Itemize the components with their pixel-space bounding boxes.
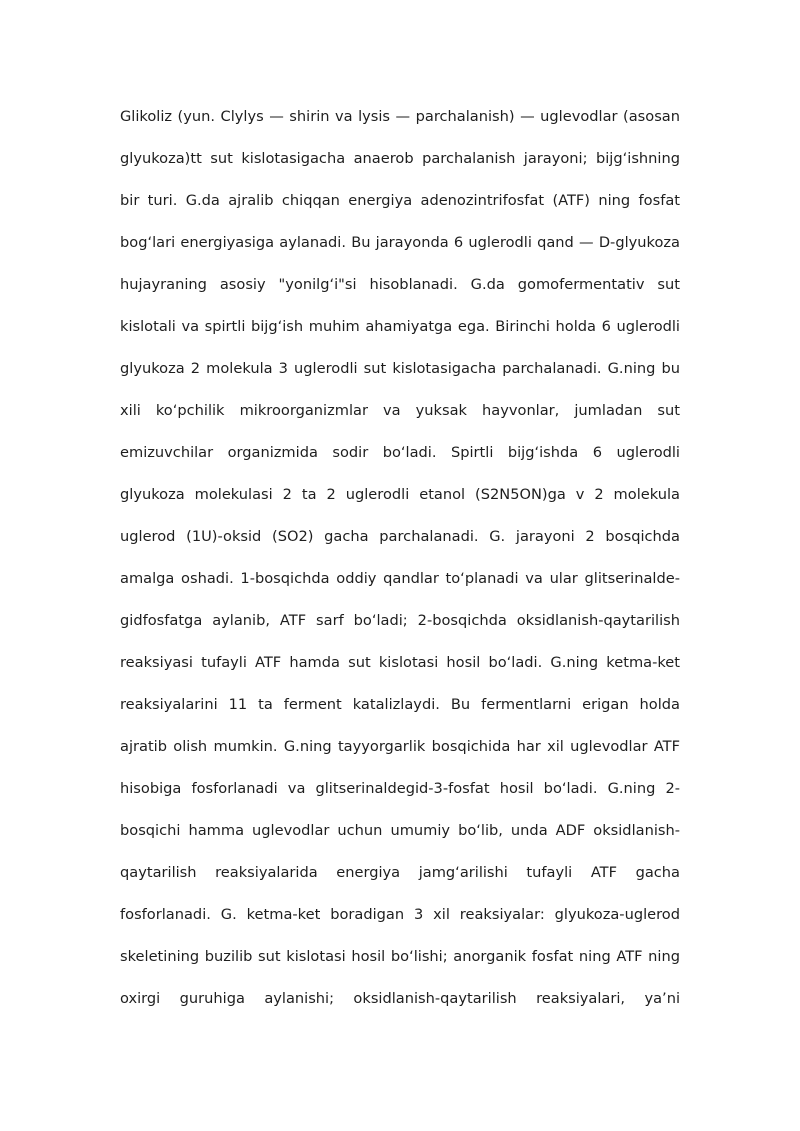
text-line: hisobiga fosforlanadi va glitserinaldegid-3-fosfat hosil bo‘ladi. G.ning 2- — [120, 780, 680, 797]
text-line: emizuvchilar organizmida sodir bo‘ladi. Spirtli bijg‘ishda 6 uglerodli — [120, 444, 680, 461]
text-line: ajratib olish mumkin. G.ning tayyorgarlik bosqichida har xil uglevodlar ATF — [120, 738, 680, 755]
text-line: bosqichi hamma uglevodlar uchun umumiy bo‘lib, unda ADF oksidlanish- — [120, 822, 680, 839]
text-line: bog‘lari energiyasiga aylanadi. Bu jarayonda 6 uglerodli qand — D-glyukoza — [120, 234, 680, 251]
text-line: xili ko‘pchilik mikroorganizmlar va yuksak hayvonlar, jumladan sut — [120, 402, 680, 419]
text-line: hujayraning asosiy "yonilg‘i"si hisoblanadi. G.da gomofermentativ sut — [120, 276, 680, 293]
text-line: bir turi. G.da ajralib chiqqan energiya adenozintrifosfat (ATF) ning fosfat — [120, 192, 680, 209]
text-line: glyukoza 2 molekula 3 uglerodli sut kislotasigacha parchalanadi. G.ning bu — [120, 360, 680, 377]
body-paragraph — [120, 96, 680, 1020]
text-line: Glikoliz (yun. Clylys — shirin va lysis — parchalanish) — uglevodlar (asosan — [120, 108, 680, 125]
text-line: uglerod (1U)-oksid (SO2) gacha parchalanadi. G. jarayoni 2 bosqichda — [120, 528, 680, 545]
text-line: reaksiyalarini 11 ta ferment katalizlaydi. Bu fermentlarni erigan holda — [120, 696, 680, 713]
text-line: kislotali va spirtli bijg‘ish muhim ahamiyatga ega. Birinchi holda 6 uglerodli — [120, 318, 680, 335]
text-line: oxirgi guruhiga aylanishi; oksidlanish-qaytarilish reaksiyalari, ya’ni — [120, 990, 680, 1007]
text-line: glyukoza)tt sut kislotasigacha anaerob parchalanish jarayoni; bijg‘ishning — [120, 150, 680, 167]
text-line: skeletining buzilib sut kislotasi hosil bo‘lishi; anorganik fosfat ning ATF ning — [120, 948, 680, 965]
text-line: glyukoza molekulasi 2 ta 2 uglerodli etanol (S2N5ON)ga v 2 molekula — [120, 486, 680, 503]
text-line: fosforlanadi. G. ketma-ket boradigan 3 xil reaksiyalar: glyukoza-uglerod — [120, 906, 680, 923]
text-line: qaytarilish reaksiyalarida energiya jamg‘arilishi tufayli ATF gacha — [120, 864, 680, 881]
text-line: reaksiyasi tufayli ATF hamda sut kislotasi hosil bo‘ladi. G.ning ketma-ket — [120, 654, 680, 671]
text-line: gidfosfatga aylanib, ATF sarf bo‘ladi; 2-bosqichda oksidlanish-qaytarilish — [120, 612, 680, 629]
text-line: amalga oshadi. 1-bosqichda oddiy qandlar to‘planadi va ular glitserinalde- — [120, 570, 680, 587]
